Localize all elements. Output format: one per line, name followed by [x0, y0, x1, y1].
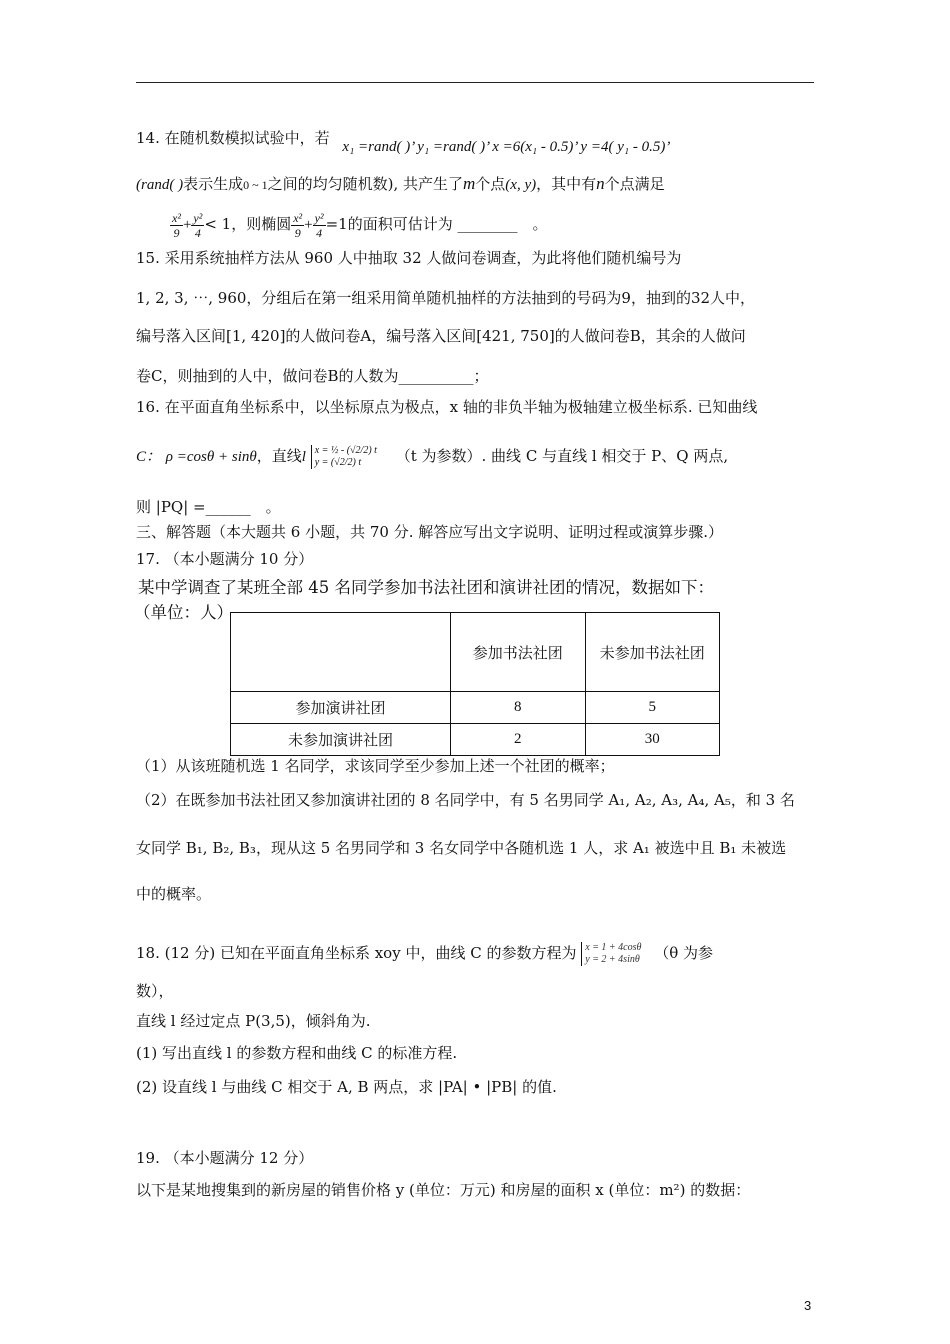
q16-line2: [136, 432, 728, 481]
q14-plus: +: [182, 217, 192, 233]
q14-frac-x2: $\frac{\text{x²}}{9}$: [293, 210, 303, 240]
q17-part2-line1: （2）在既参加书法社团又参加演讲社团的 8 名同学中，有 5 名男同学 A₁, A₂, A₃, A₄, A₅，和 3 名: [136, 791, 795, 809]
q14-plus2: +: [304, 217, 313, 233]
q15-line1: 15. 采用系统抽样方法从 960 人中抽取 32 人做问卷调查，为此将他们随机编号为: [136, 249, 682, 267]
q18-text2: （θ 为参: [654, 944, 714, 962]
q16-l: l: [301, 449, 306, 465]
page-number: 3: [804, 1298, 812, 1313]
q14-n: n: [596, 174, 605, 193]
q14-ask: =1的面积可估计为 ________ 。: [325, 215, 548, 233]
q15-line2: 1, 2, 3, ⋯, 960，分组后在第一组采用简单随机抽样的方法抽到的号码为9，抽到的32人中，: [136, 289, 756, 307]
table-cell: 30: [585, 724, 719, 756]
table-cell: 8: [451, 692, 585, 724]
table-row: [231, 724, 720, 756]
q17-heading: 17. （本小题满分 10 分）: [136, 550, 314, 568]
q17-table: [230, 612, 720, 756]
q14-formula: x₁ =rand( )’ y₁ =rand( )’ x =6(x₁ - 0.5)’ y =4( y₁ - 0.5)’: [342, 139, 671, 155]
q16-curve-eq: ρ =cosθ + sinθ: [165, 449, 257, 465]
table-header-row: [231, 613, 720, 692]
q16-system: x = ½ - (√2/2) t y = (√2/2) t: [311, 445, 377, 469]
q16-line1: 16. 在平面直角坐标系中，以坐标原点为极点，x 轴的非负半轴为极轴建立极坐标系. 已知曲线: [136, 398, 758, 416]
q15-line4: 卷C，则抽到的人中，做问卷B的人数为__________；: [136, 367, 489, 385]
table-col-header: 参加书法社团: [451, 613, 585, 692]
q14-frac-y: $\frac{\text{y²}}{4}$: [193, 210, 203, 240]
table-col-header: 未参加书法社团: [585, 613, 719, 692]
q17-part2-line3: 中的概率。: [136, 885, 212, 903]
q16-curve-label: C：: [136, 449, 162, 465]
table-cell: 5: [585, 692, 719, 724]
q17-intro: 某中学调查了某班全部 45 名同学参加书法社团和演讲社团的情况，数据如下：: [138, 578, 714, 597]
q16-line3: 则 |PQ| =______ 。: [136, 498, 281, 516]
q15-line3: 编号落入区间[1, 420]的人做问卷A，编号落入区间[421, 750]的人做问卷B，其余的人做问: [136, 327, 746, 345]
q14-text: 14. 在随机数模拟试验中，若: [136, 129, 330, 147]
q14-frac-x: $\frac{\text{x²}}{9}$: [172, 210, 181, 240]
q19-heading: 19. （本小题满分 12 分）: [136, 1149, 314, 1167]
q18-system: x = 1 + 4cosθ y = 2 + 4sinθ: [581, 942, 641, 966]
q14-point: (x, y): [505, 177, 537, 193]
table-cell: 2: [451, 724, 585, 756]
q19-line1: 以下是某地搜集到的新房屋的销售价格 y (单位：万元) 和房屋的面积 x (单位：m²) 的数据：: [136, 1181, 751, 1199]
q14-text2: 表示生成: [183, 175, 244, 193]
q14-rand: (rand( ): [136, 177, 184, 193]
q18-part1: (1) 写出直线 l 的参数方程和曲线 C 的标准方程.: [136, 1044, 458, 1062]
q14-frac-y2: $\frac{\text{y²}}{4}$: [314, 210, 324, 240]
table-row-label: 未参加演讲社团: [231, 724, 451, 756]
q18-line1: [136, 941, 713, 966]
q14-line3: [170, 206, 547, 243]
q16-text2: （t 为参数）. 曲线 C 与直线 l 相交于 P、Q 两点,: [395, 447, 729, 465]
q14-text5: 个点: [475, 175, 506, 193]
q14-m: m: [463, 174, 476, 193]
q14-text6: ，其中有: [536, 175, 597, 193]
q17-part2-line2: 女同学 B₁, B₂, B₃，现从这 5 名男同学和 3 名女同学中各随机选 1 人，求 A₁ 被选中且 B₁ 未被选: [136, 839, 787, 857]
q14-text3: 之间的均匀随机数: [267, 175, 388, 193]
table-row-label: 参加演讲社团: [231, 692, 451, 724]
q18-line3: 直线 l 经过定点 P(3,5)，倾斜角为.: [136, 1012, 371, 1030]
q14-range: 0 ~ 1: [243, 178, 268, 192]
table-corner: [231, 613, 451, 692]
q18-text: 18. (12 分) 已知在平面直角坐标系 xoy 中，曲线 C 的参数方程为: [136, 944, 577, 962]
table-row: [231, 692, 720, 724]
q14-text7: 个点满足: [604, 175, 665, 193]
q16-text: ，直线: [256, 447, 302, 465]
q14-line1: [136, 128, 671, 155]
q14-line2: [136, 174, 665, 195]
q14-text4: ), 共产生了: [387, 175, 463, 193]
q18-line2: 数），: [136, 982, 174, 1000]
q14-ineq: < 1，则椭圆: [204, 215, 292, 233]
header-rule: [136, 82, 814, 83]
q17-unit: （单位：人）: [134, 603, 233, 622]
section3-heading: 三、解答题（本大题共 6 小题，共 70 分. 解答应写出文字说明、证明过程或演算步骤.）: [136, 523, 724, 541]
q17-part1: （1）从该班随机选 1 名同学，求该同学至少参加上述一个社团的概率；: [136, 757, 615, 775]
q18-part2: (2) 设直线 l 与曲线 C 相交于 A, B 两点，求 |PA| • |PB| 的值.: [136, 1078, 557, 1096]
